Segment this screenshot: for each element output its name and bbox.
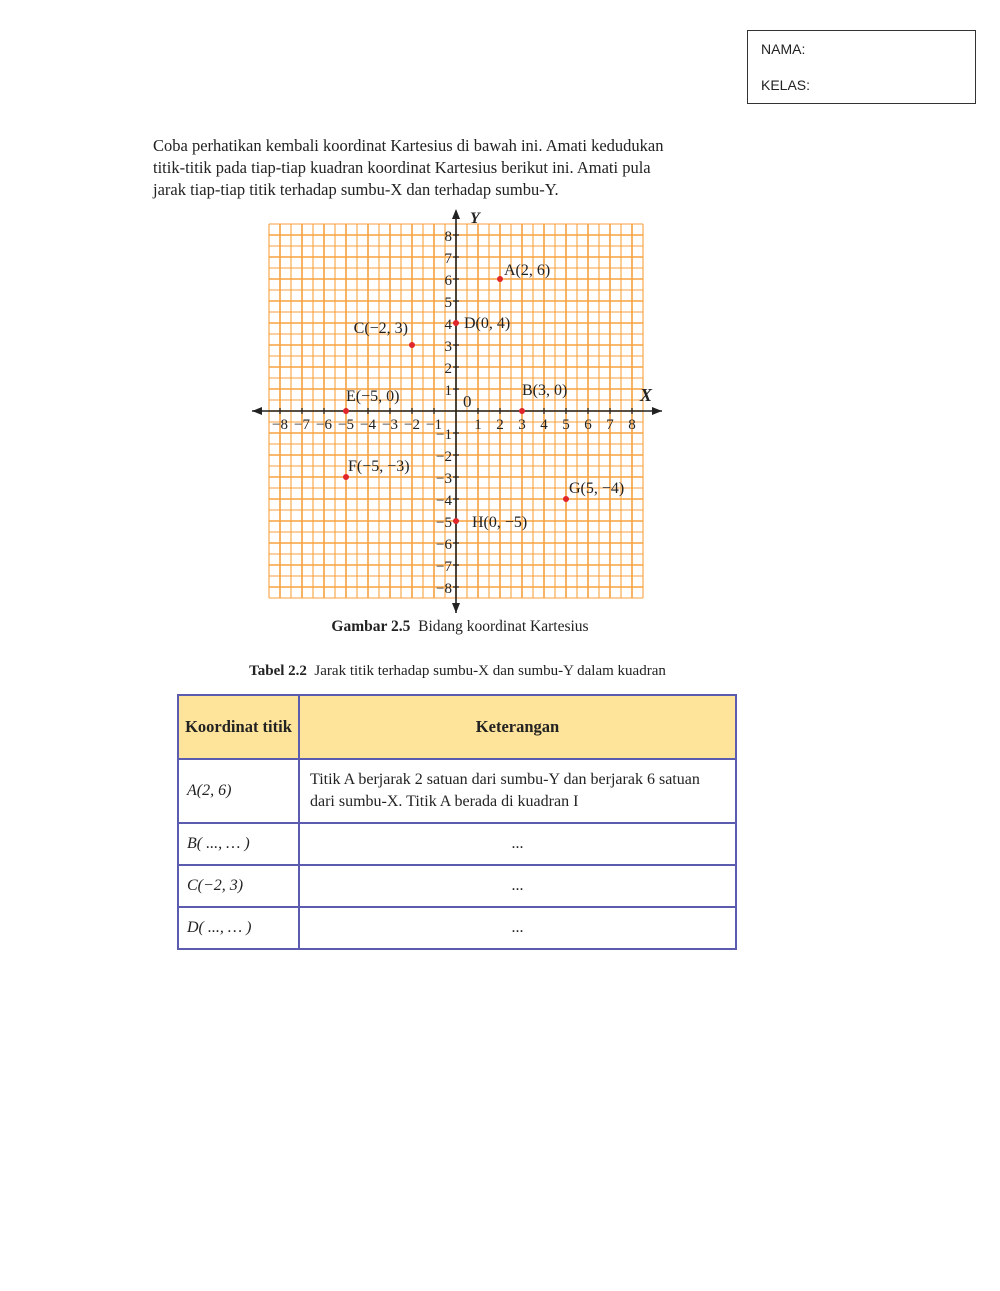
nama-label: NAMA: <box>761 41 806 57</box>
point-d <box>453 320 459 326</box>
point-label-g: G(5, −4) <box>569 480 625 497</box>
header-keterangan: Keterangan <box>299 695 736 759</box>
figure-caption <box>0 618 920 636</box>
y-tick-label: −1 <box>436 427 452 443</box>
x-tick-label: 1 <box>474 417 482 433</box>
y-tick-label: 7 <box>444 251 452 267</box>
table-row <box>178 907 736 949</box>
x-tick-label: 7 <box>606 417 614 433</box>
row-coord: B( ..., … ) <box>178 823 299 865</box>
tick-labels <box>272 229 636 597</box>
y-tick-label: 2 <box>444 361 452 377</box>
x-axis-arrow-left <box>252 407 262 415</box>
x-tick-label: −6 <box>316 417 332 433</box>
row-desc: ... <box>299 865 736 907</box>
points <box>343 262 624 531</box>
y-axis-arrow-up <box>452 209 460 219</box>
x-tick-label: −5 <box>338 417 354 433</box>
row-desc: Titik A berjarak 2 satuan dari sumbu-Y dan berjarak 6 satuan dari sumbu-X. Titik A berada di kuadran I <box>299 759 736 823</box>
y-tick-label: −3 <box>436 471 452 487</box>
table-caption <box>0 663 915 680</box>
y-axis-arrow-down <box>452 603 460 613</box>
y-tick-label: −6 <box>436 537 452 553</box>
y-tick-label: −4 <box>436 493 452 509</box>
figure-caption-text: Bidang koordinat Kartesius <box>418 618 589 635</box>
x-axis-label: X <box>640 385 653 405</box>
x-tick-label: 6 <box>584 417 592 433</box>
x-tick-label: −2 <box>404 417 420 433</box>
row-coord: A(2, 6) <box>178 759 299 823</box>
table-row <box>178 823 736 865</box>
intro-line: jarak tiap-tiap titik terhadap sumbu-X dan terhadap sumbu-Y. <box>153 180 559 199</box>
y-tick-label: −5 <box>436 515 452 531</box>
y-tick-label: 1 <box>444 383 452 399</box>
point-c <box>409 342 415 348</box>
x-tick-label: −3 <box>382 417 398 433</box>
point-label-a: A(2, 6) <box>504 262 551 279</box>
point-label-b: B(3, 0) <box>522 382 568 399</box>
figure-caption-number: Gambar 2.5 <box>331 618 411 635</box>
intro-paragraph <box>153 135 761 201</box>
y-tick-label: 4 <box>444 317 452 333</box>
table-row <box>178 865 736 907</box>
point-label-h: H(0, −5) <box>472 514 528 531</box>
cartesian-plane <box>240 205 680 615</box>
y-tick-label: −7 <box>436 559 452 575</box>
distance-table <box>177 694 737 950</box>
name-class-box <box>747 30 976 104</box>
point-label-c: C(−2, 3) <box>353 320 408 337</box>
y-tick-label: 3 <box>444 339 452 355</box>
point-label-d: D(0, 4) <box>464 315 511 332</box>
table-caption-number: Tabel 2.2 <box>249 663 307 679</box>
row-coord: D( ..., … ) <box>178 907 299 949</box>
x-tick-label: −4 <box>360 417 376 433</box>
x-tick-label: 8 <box>628 417 636 433</box>
point-a <box>497 276 503 282</box>
x-tick-label: 3 <box>518 417 526 433</box>
point-label-e: E(−5, 0) <box>346 388 400 405</box>
y-axis-label: Y <box>470 210 480 227</box>
x-tick-label: 5 <box>562 417 570 433</box>
table-header-row <box>178 695 736 759</box>
kelas-label: KELAS: <box>761 77 811 93</box>
y-tick-label: −2 <box>436 449 452 465</box>
point-label-f: F(−5, −3) <box>348 458 410 475</box>
origin-label: 0 <box>463 392 472 411</box>
row-desc: ... <box>299 907 736 949</box>
y-tick-label: −8 <box>436 581 452 597</box>
x-tick-label: 2 <box>496 417 504 433</box>
point-e <box>343 408 349 414</box>
x-axis-arrow-right <box>652 407 662 415</box>
table-row <box>178 759 736 823</box>
y-tick-label: 6 <box>444 273 452 289</box>
y-tick-label: 8 <box>444 229 452 245</box>
header-koordinat: Koordinat titik <box>178 695 299 759</box>
intro-line: Coba perhatikan kembali koordinat Kartesius di bawah ini. Amati kedudukan <box>153 136 664 155</box>
x-tick-label: 4 <box>540 417 548 433</box>
x-tick-label: −7 <box>294 417 310 433</box>
row-coord: C(−2, 3) <box>178 865 299 907</box>
x-tick-label: −1 <box>426 417 442 433</box>
row-desc: ... <box>299 823 736 865</box>
table-caption-text: Jarak titik terhadap sumbu-X dan sumbu-Y dalam kuadran <box>314 663 666 679</box>
point-h <box>453 518 459 524</box>
x-tick-label: −8 <box>272 417 288 433</box>
point-b <box>519 408 525 414</box>
intro-line: titik-titik pada tiap-tiap kuadran koordinat Kartesius berikut ini. Amati pula <box>153 158 651 177</box>
y-tick-label: 5 <box>444 295 452 311</box>
